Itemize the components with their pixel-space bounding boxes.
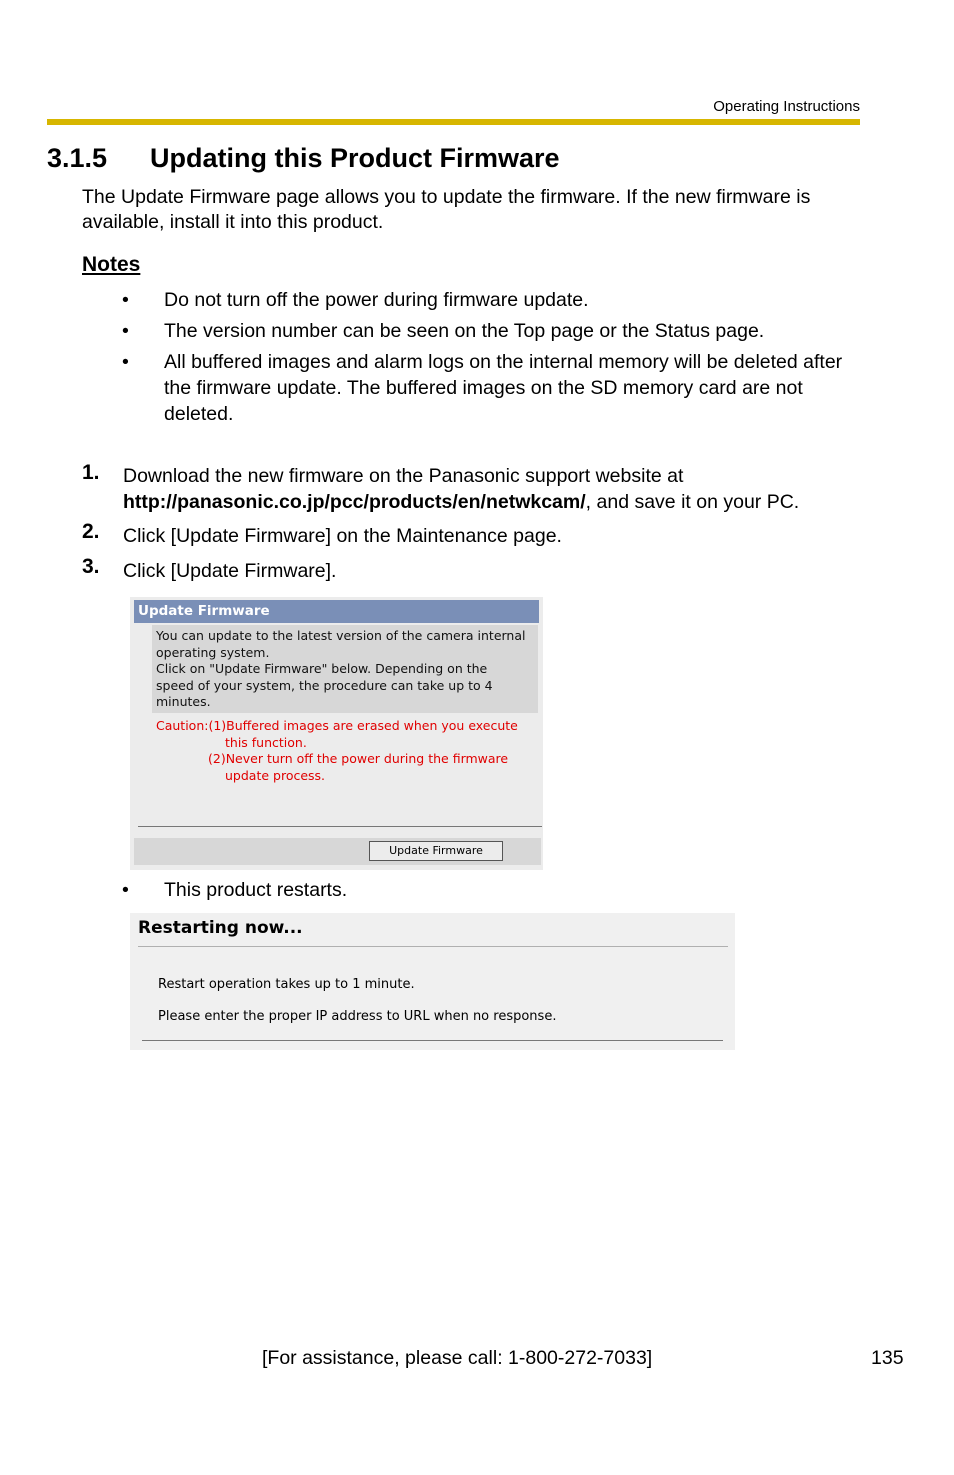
bullet-icon: • [122, 289, 129, 311]
page-number: 135 [871, 1347, 904, 1369]
section-heading: Updating this Product Firmware [150, 143, 560, 173]
info-line: speed of your system, the procedure can take up to 4 [156, 677, 493, 693]
panel-title: Update Firmware [134, 600, 539, 623]
note-text: Do not turn off the power during firmware update. [164, 289, 589, 311]
step-number: 3. [82, 555, 100, 578]
step-text: Click [Update Firmware] on the Maintenance page. [123, 525, 562, 547]
caution-line: (2)Never turn off the power during the firmware [208, 751, 509, 767]
separator [142, 1040, 723, 1041]
restart-line: Please enter the proper IP address to URL when no response. [158, 1009, 557, 1024]
step-number: 1. [82, 461, 100, 484]
step-text-after: , and save it on your PC. [585, 491, 800, 513]
step-number: 2. [82, 520, 100, 543]
restart-note [122, 877, 622, 903]
caution-line: this function. [225, 734, 307, 750]
separator [138, 826, 542, 827]
update-firmware-button[interactable]: Update Firmware [369, 841, 503, 861]
step-text-before: Download the new firmware on the Panasonic support website at [123, 465, 684, 487]
step-text [123, 463, 863, 515]
note-item [122, 349, 862, 429]
header-rule [47, 119, 860, 125]
bullet-icon: • [122, 879, 129, 901]
intro-paragraph: The Update Firmware page allows you to update the firmware. If the new firmware is available, install it into this product. [82, 186, 811, 233]
bullet-icon: • [122, 351, 129, 373]
note-item [122, 318, 862, 344]
info-line: operating system. [156, 644, 270, 660]
note-text: The version number can be seen on the Top page or the Status page. [164, 320, 765, 342]
bullet-icon: • [122, 320, 129, 342]
footer-assistance: [For assistance, please call: 1-800-272-7033] [262, 1347, 653, 1369]
info-line: minutes. [156, 694, 211, 710]
caution-line: Caution:(1)Buffered images are erased when you execute [156, 718, 518, 733]
info-line: You can update to the latest version of the camera internal [156, 628, 526, 643]
support-link[interactable]: http://panasonic.co.jp/pcc/products/en/netwkcam/ [123, 491, 586, 513]
section-title [47, 143, 560, 174]
restart-note-text: This product restarts. [164, 879, 348, 901]
info-text [156, 628, 536, 711]
restart-title: Restarting now... [138, 918, 303, 938]
header-label: Operating Instructions [713, 98, 860, 115]
restarting-panel [130, 913, 735, 1050]
caution-text [156, 718, 536, 784]
notes-heading: Notes [82, 253, 141, 276]
separator [138, 946, 728, 947]
section-number: 3.1.5 [47, 143, 108, 173]
caution-line: update process. [225, 767, 326, 783]
info-line: Click on "Update Firmware" below. Depending on the [156, 661, 488, 677]
update-firmware-panel [130, 597, 543, 870]
step-text: Click [Update Firmware]. [123, 560, 337, 582]
restart-line: Restart operation takes up to 1 minute. [158, 977, 415, 992]
note-text: All buffered images and alarm logs on the internal memory will be deleted after the firmware update. The buffered images on the SD memory card are not deleted. [164, 351, 843, 425]
note-item [122, 287, 862, 313]
